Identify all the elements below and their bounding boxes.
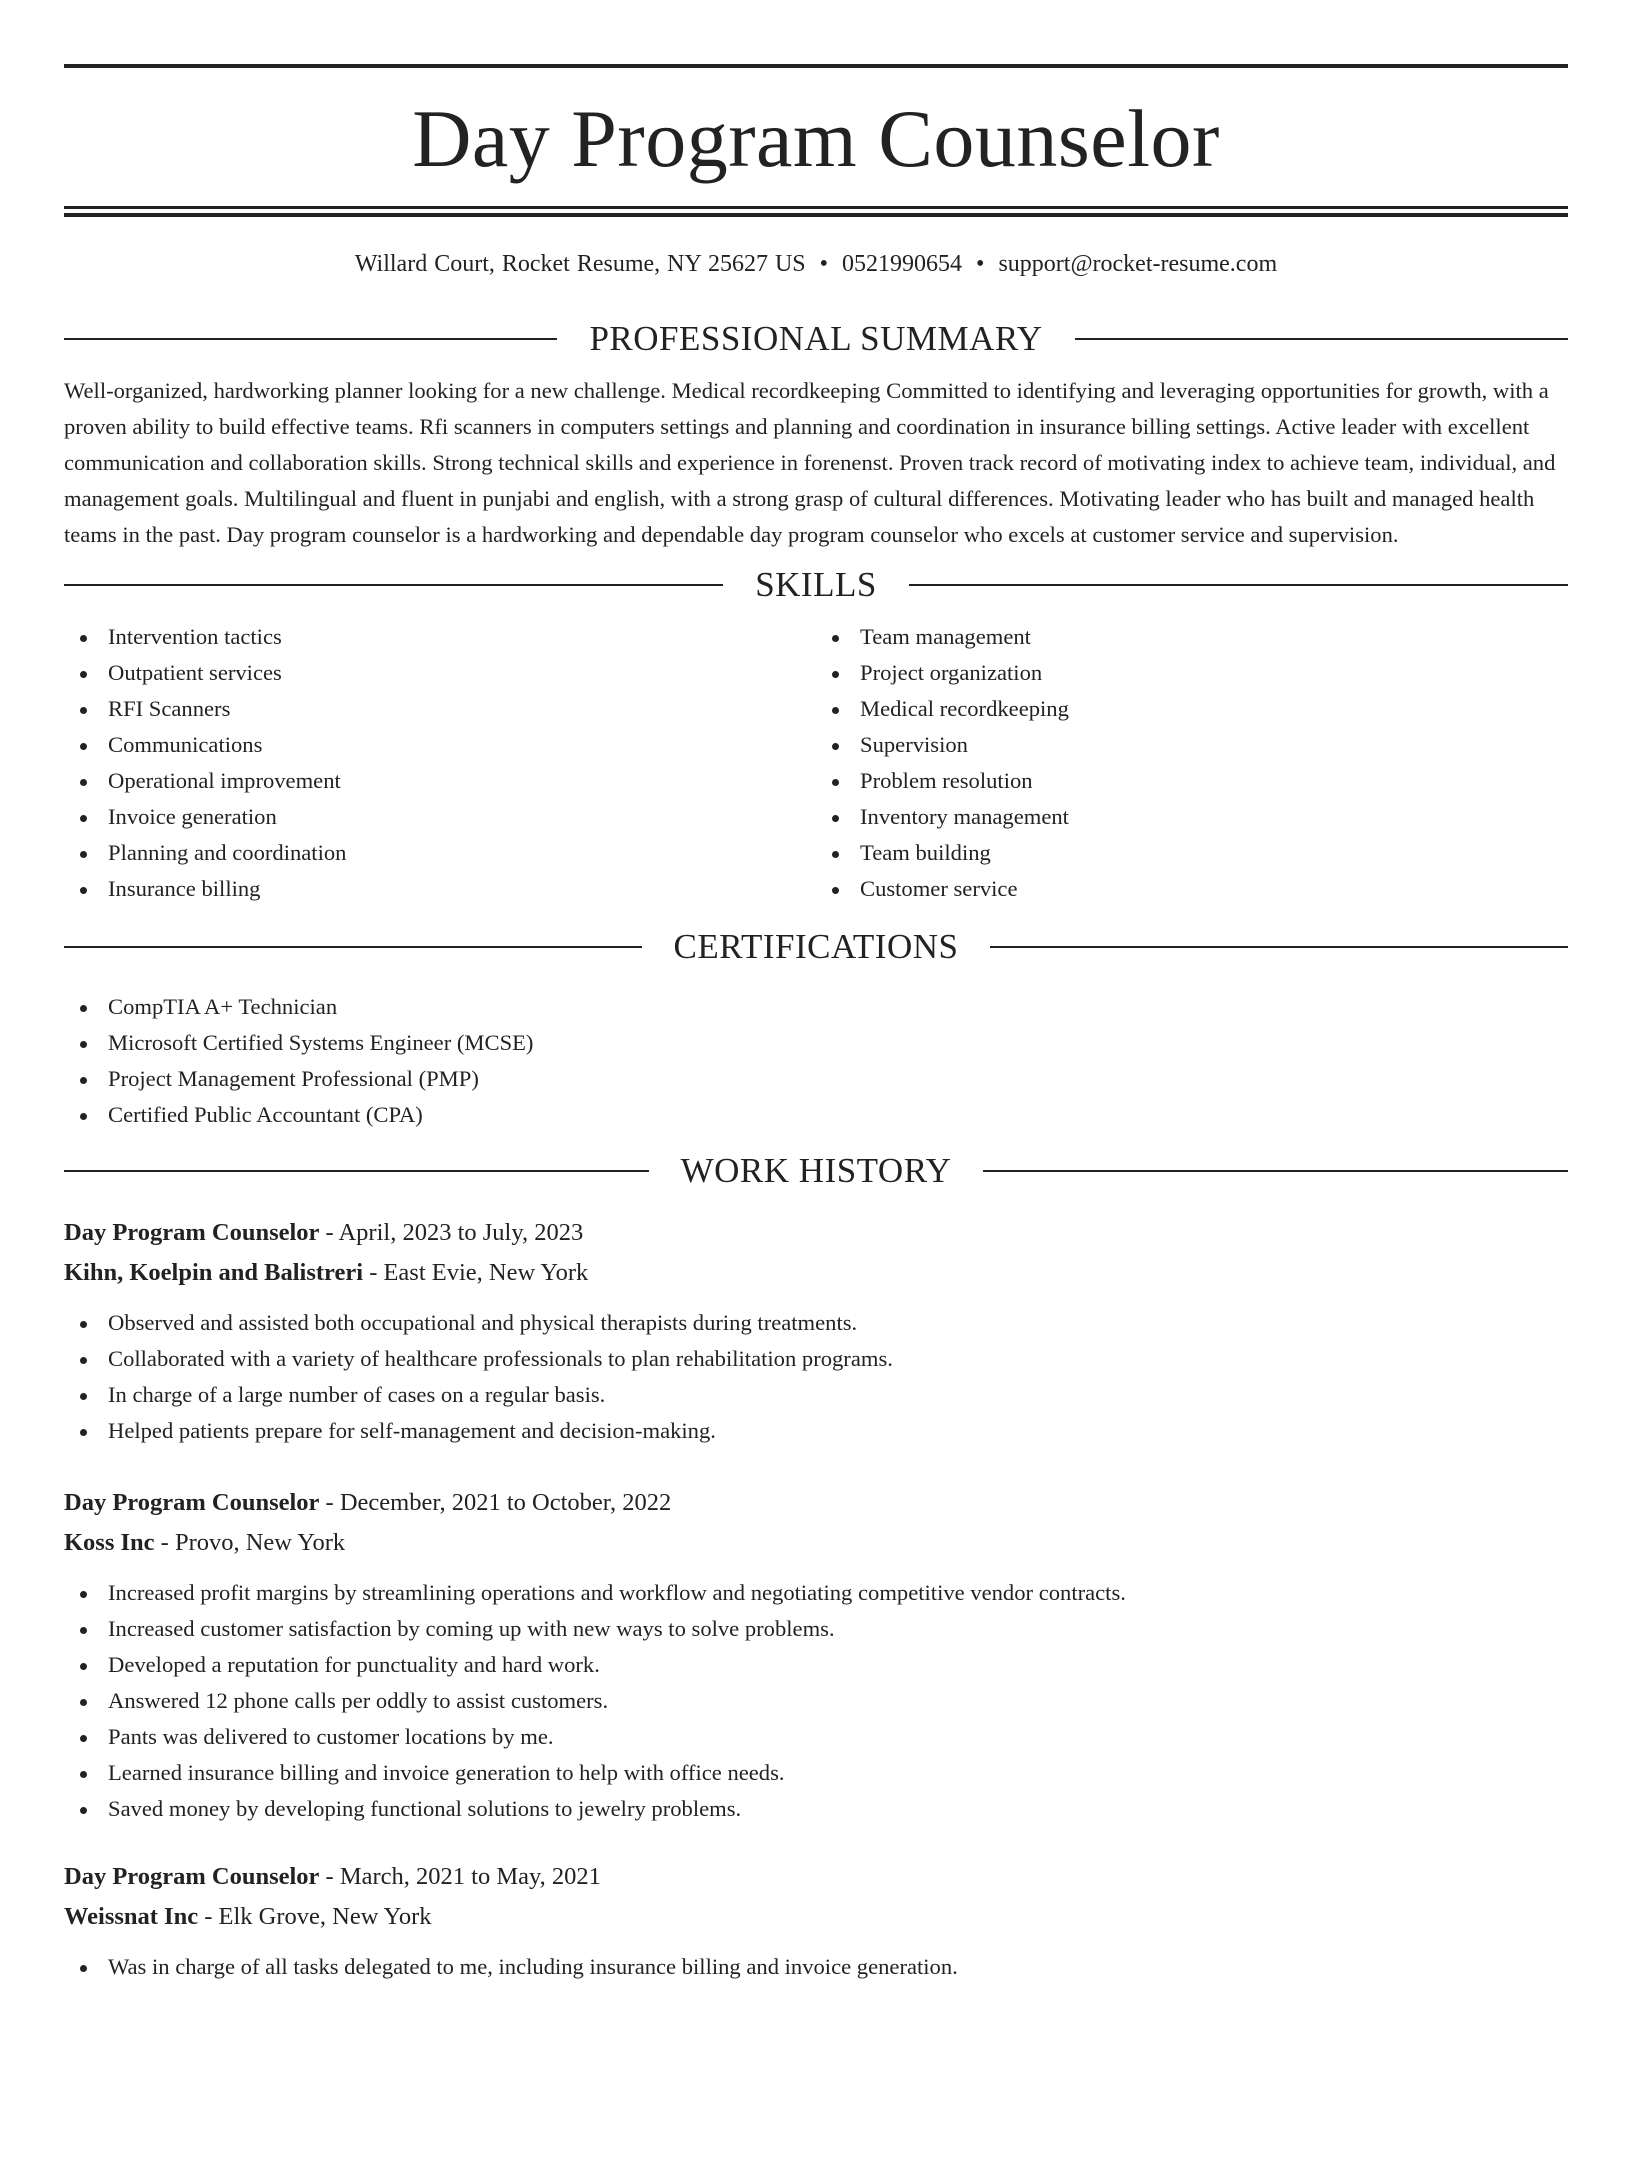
- job-bullet: In charge of a large number of cases on a regular basis.: [64, 1377, 1568, 1413]
- heading-rule: [64, 584, 723, 586]
- job-bullet: Observed and assisted both occupational and physical therapists during treatments.: [64, 1305, 1568, 1341]
- certifications-list: [64, 989, 1568, 1133]
- skill-item: Supervision: [816, 727, 1568, 763]
- skill-item: Invoice generation: [64, 799, 816, 835]
- job-title-line: [64, 1213, 1568, 1253]
- section-title: PROFESSIONAL SUMMARY: [589, 319, 1043, 358]
- job-entry: [64, 1857, 1568, 1985]
- contact-separator: •: [819, 251, 829, 277]
- job-bullet: Increased profit margins by streamlining operations and workflow and negotiating competitive vendor contracts.: [64, 1575, 1568, 1611]
- job-bullet: Was in charge of all tasks delegated to me, including insurance billing and invoice generation.: [64, 1949, 1568, 1985]
- certification-item: Project Management Professional (PMP): [64, 1061, 1568, 1097]
- skill-item: RFI Scanners: [64, 691, 816, 727]
- heading-rule: [909, 584, 1568, 586]
- job-title: Day Program Counselor: [64, 1863, 320, 1890]
- job-bullet: Helped patients prepare for self-management and decision-making.: [64, 1413, 1568, 1449]
- job-location: - Elk Grove, New York: [198, 1903, 432, 1930]
- job-company: Koss Inc: [64, 1529, 155, 1556]
- job-company: Kihn, Koelpin and Balistreri: [64, 1259, 364, 1286]
- skill-item: Insurance billing: [64, 871, 816, 907]
- section-heading-work: [64, 1151, 1568, 1191]
- skill-item: Project organization: [816, 655, 1568, 691]
- skills-grid: [64, 619, 1568, 907]
- skill-item: Customer service: [816, 871, 1568, 907]
- certification-item: Microsoft Certified Systems Engineer (MCSE): [64, 1025, 1568, 1061]
- skill-item: Intervention tactics: [64, 619, 816, 655]
- skill-item: Team management: [816, 619, 1568, 655]
- job-bullet: Saved money by developing functional solutions to jewelry problems.: [64, 1791, 1568, 1827]
- skill-item: Outpatient services: [64, 655, 816, 691]
- job-bullet: Developed a reputation for punctuality and hard work.: [64, 1647, 1568, 1683]
- skills-list-right: [816, 619, 1568, 907]
- job-entry: [64, 1483, 1568, 1827]
- job-bullet: Pants was delivered to customer locations by me.: [64, 1719, 1568, 1755]
- job-dates: - April, 2023 to July, 2023: [319, 1219, 584, 1246]
- heading-rule: [990, 946, 1568, 948]
- resume-title: Day Program Counselor: [412, 93, 1220, 184]
- job-title: Day Program Counselor: [64, 1219, 320, 1246]
- job-bullet: Collaborated with a variety of healthcare professionals to plan rehabilitation programs.: [64, 1341, 1568, 1377]
- job-dates: - March, 2021 to May, 2021: [319, 1863, 601, 1890]
- skill-item: Medical recordkeeping: [816, 691, 1568, 727]
- heading-rule: [64, 338, 557, 340]
- job-dates: - December, 2021 to October, 2022: [319, 1489, 672, 1516]
- job-company-line: [64, 1897, 1568, 1937]
- resume-page: [0, 64, 1632, 2176]
- certification-item: CompTIA A+ Technician: [64, 989, 1568, 1025]
- heading-rule: [64, 946, 642, 948]
- skill-item: Operational improvement: [64, 763, 816, 799]
- job-bullet: Learned insurance billing and invoice generation to help with office needs.: [64, 1755, 1568, 1791]
- contact-address: Willard Court, Rocket Resume, NY 25627 US: [354, 251, 806, 277]
- job-bullets: [64, 1305, 1568, 1449]
- job-entry: [64, 1213, 1568, 1449]
- certification-item: Certified Public Accountant (CPA): [64, 1097, 1568, 1133]
- section-heading-skills: [64, 565, 1568, 605]
- heading-rule: [983, 1170, 1568, 1172]
- heading-rule: [1075, 338, 1568, 340]
- skill-item: Communications: [64, 727, 816, 763]
- job-location: - East Evie, New York: [363, 1259, 589, 1286]
- job-company-line: [64, 1523, 1568, 1563]
- section-title: SKILLS: [755, 565, 877, 604]
- skills-list-left: [64, 619, 816, 907]
- summary-text: Well-organized, hardworking planner looking for a new challenge. Medical recordkeeping Committed to identifying and leveraging opportunities for growth, with a proven ability to build effective teams. Rfi scanners in computers settings and planning and coordination in insurance billing settings. Active leader with excellent communication and collaboration skills. Strong technical skills and experience in forenenst. Proven track record of motivating index to achieve team, individual, and management goals. Multilingual and fluent in punjabi and english, with a strong grasp of cultural differences. Motivating leader who has built and managed health teams in the past. Day program counselor is a hardworking and dependable day program counselor who excels at customer service and supervision.: [64, 378, 1556, 547]
- section-heading-summary: [64, 319, 1568, 359]
- skill-item: Team building: [816, 835, 1568, 871]
- header-top-rule: [64, 64, 1568, 68]
- job-bullets: [64, 1949, 1568, 1985]
- skill-item: Planning and coordination: [64, 835, 816, 871]
- contact-email[interactable]: support@rocket-resume.com: [998, 251, 1278, 277]
- job-company: Weissnat Inc: [64, 1903, 199, 1930]
- heading-rule: [64, 1170, 649, 1172]
- job-title: Day Program Counselor: [64, 1489, 320, 1516]
- job-title-line: [64, 1483, 1568, 1523]
- section-title: WORK HISTORY: [680, 1151, 952, 1190]
- job-company-line: [64, 1253, 1568, 1293]
- section-title: CERTIFICATIONS: [673, 927, 959, 966]
- skill-item: Inventory management: [816, 799, 1568, 835]
- skill-item: Problem resolution: [816, 763, 1568, 799]
- contact-separator: •: [976, 251, 985, 277]
- contact-phone: 0521990654: [842, 251, 963, 277]
- section-heading-certifications: [64, 927, 1568, 967]
- job-location: - Provo, New York: [154, 1529, 346, 1556]
- job-bullets: [64, 1575, 1568, 1827]
- job-bullet: Answered 12 phone calls per oddly to assist customers.: [64, 1683, 1568, 1719]
- contact-line: [64, 247, 1568, 281]
- job-bullet: Increased customer satisfaction by coming up with new ways to solve problems.: [64, 1611, 1568, 1647]
- header-double-rule: [64, 206, 1568, 217]
- job-title-line: [64, 1857, 1568, 1897]
